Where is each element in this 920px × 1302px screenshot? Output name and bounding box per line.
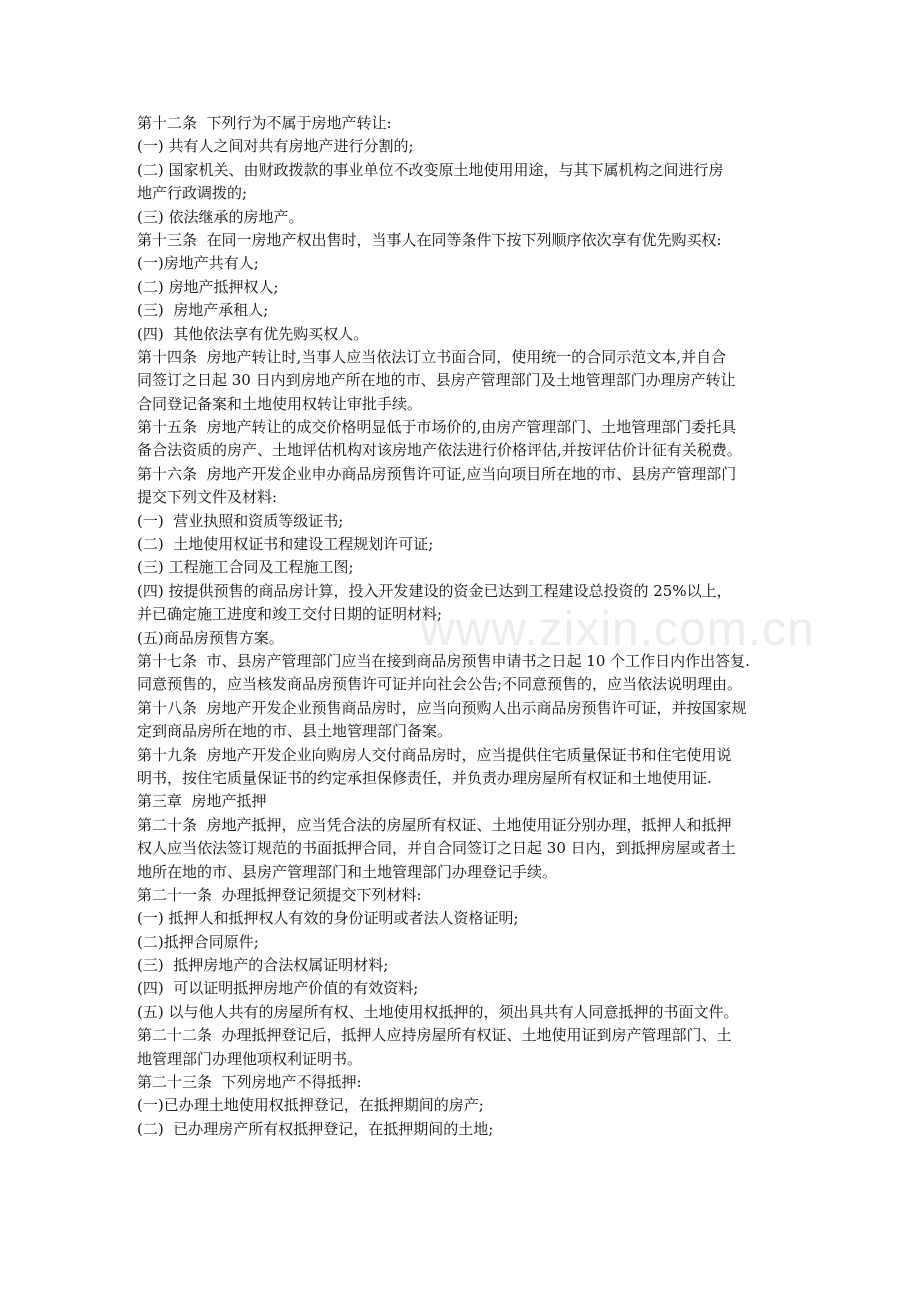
text-line: 第十九条 房地产开发企业向购房人交付商品房时，应当提供住宅质量保证书和住宅使用说 bbox=[137, 745, 732, 764]
text-line: (一)已办理土地使用权抵押登记，在抵押期间的房产; bbox=[137, 1096, 484, 1115]
text-line: 第十二条 下列行为不属于房地产转让: bbox=[137, 114, 392, 132]
text-line: (五)商品房预售方案。 bbox=[137, 628, 284, 647]
text-line: (二) 已办理房产所有权抵押登记，在抵押期间的土地; bbox=[137, 1119, 494, 1138]
text-line: 第二十三条 下列房地产不得抵押: bbox=[137, 1073, 362, 1092]
text-line: 地所在地的市、县房产管理部门和土地管理部门办理登记手续。 bbox=[137, 862, 558, 881]
text-line: 地管理部门办理他项权利证明书。 bbox=[137, 1049, 363, 1068]
text-line: (三) 房地产承租人; bbox=[137, 301, 269, 320]
text-line: (四) 可以证明抵押房地产价值的有效资料; bbox=[137, 979, 419, 998]
text-line: (三) 依法继承的房地产。 bbox=[137, 207, 304, 226]
text-line: (二) 土地使用权证书和建设工程规划许可证; bbox=[137, 535, 434, 554]
text-line: 第二十一条 办理抵押登记须提交下列材料: bbox=[137, 885, 422, 904]
text-line: 第十五条 房地产转让的成交价格明显低于市场价的,由房产管理部门、土地管理部门委托具 bbox=[137, 418, 737, 437]
text-line: 备合法资质的房产、土地评估机构对该房地产依法进行价格评估,并按评估价计征有关税费。 bbox=[137, 441, 742, 460]
text-line: (四) 其他依法享有优先购买权人。 bbox=[137, 324, 369, 343]
text-line: (四) 按提供预售的商品房计算，投入开发建设的资金已达到工程建设总投资的 25%以上， bbox=[137, 581, 732, 600]
text-line: 提交下列文件及材料: bbox=[137, 488, 278, 507]
text-line: 并已确定施工进度和竣工交付日期的证明材料; bbox=[137, 605, 443, 624]
text-line: 第十四条 房地产转让时,当事人应当依法订立书面合同，使用统一的合同示范文本,并自合 bbox=[137, 347, 727, 366]
text-line: 第二十条 房地产抵押，应当凭合法的房屋所有权证、土地使用证分别办理，抵押人和抵押 bbox=[137, 815, 732, 834]
text-line: (一) 营业执照和资质等级证书; bbox=[137, 511, 344, 530]
text-line: 同意预售的，应当核发商品房预售许可证并向社会公告;不同意预售的，应当依法说明理由。 bbox=[137, 675, 743, 694]
text-line: (三) 工程施工合同及工程施工图; bbox=[137, 558, 354, 577]
text-line: 同签订之日起 30 日内到房地产所在地的市、县房产管理部门及土地管理部门办理房产转让 bbox=[137, 371, 736, 390]
text-line: (五) 以与他人共有的房屋所有权、土地使用权抵押的，须出具共有人同意抵押的书面文件。 bbox=[137, 1002, 739, 1021]
text-line: (二)抵押合同原件; bbox=[137, 932, 259, 951]
text-line: 定到商品房所在地的市、县土地管理部门备案。 bbox=[137, 722, 453, 741]
text-line: (一) 共有人之间对共有房地产进行分割的; bbox=[137, 137, 414, 156]
text-line: 合同登记备案和土地使用权转让审批手续。 bbox=[137, 394, 423, 413]
text-line: 第十七条 市、县房产管理部门应当在接到商品房预售申请书之日起 10 个工作日内作出答复. bbox=[137, 651, 750, 670]
text-line: (二) 国家机关、由财政拨款的事业单位不改变原土地使用用途，与其下属机构之间进行房 bbox=[137, 160, 724, 179]
document-body bbox=[137, 112, 787, 1141]
text-line: 权人应当依法签订规范的书面抵押合同，并自合同签订之日起 30 日内，到抵押房屋或者土 bbox=[137, 839, 736, 858]
text-line: 第二十二条 办理抵押登记后，抵押人应持房屋所有权证、土地使用证到房产管理部门、土 bbox=[137, 1026, 732, 1045]
text-line: 第三章 房地产抵押 bbox=[137, 792, 267, 811]
text-line: 第十六条 房地产开发企业申办商品房预售许可证,应当向项目所在地的市、县房产管理部门 bbox=[137, 464, 737, 483]
text-line: 第十八条 房地产开发企业预售商品房时，应当向预购人出示商品房预售许可证，并按国家规 bbox=[137, 698, 747, 717]
watermark: www.zixin.com.cn bbox=[420, 603, 815, 656]
text-line: 地产行政调拨的; bbox=[137, 184, 248, 203]
text-line: 明书，按住宅质量保证书的约定承担保修责任，并负责办理房屋所有权证和土地使用证. bbox=[137, 768, 712, 787]
text-line: (一)房地产共有人; bbox=[137, 254, 259, 273]
text-line: (二) 房地产抵押权人; bbox=[137, 277, 279, 296]
text-line: 第十三条 在同一房地产权出售时，当事人在同等条件下按下列顺序依次享有优先购买权: bbox=[137, 230, 722, 249]
text-line: (三) 抵押房地产的合法权属证明材料; bbox=[137, 956, 389, 975]
text-line: (一) 抵押人和抵押权人有效的身份证明或者法人资格证明; bbox=[137, 909, 519, 928]
